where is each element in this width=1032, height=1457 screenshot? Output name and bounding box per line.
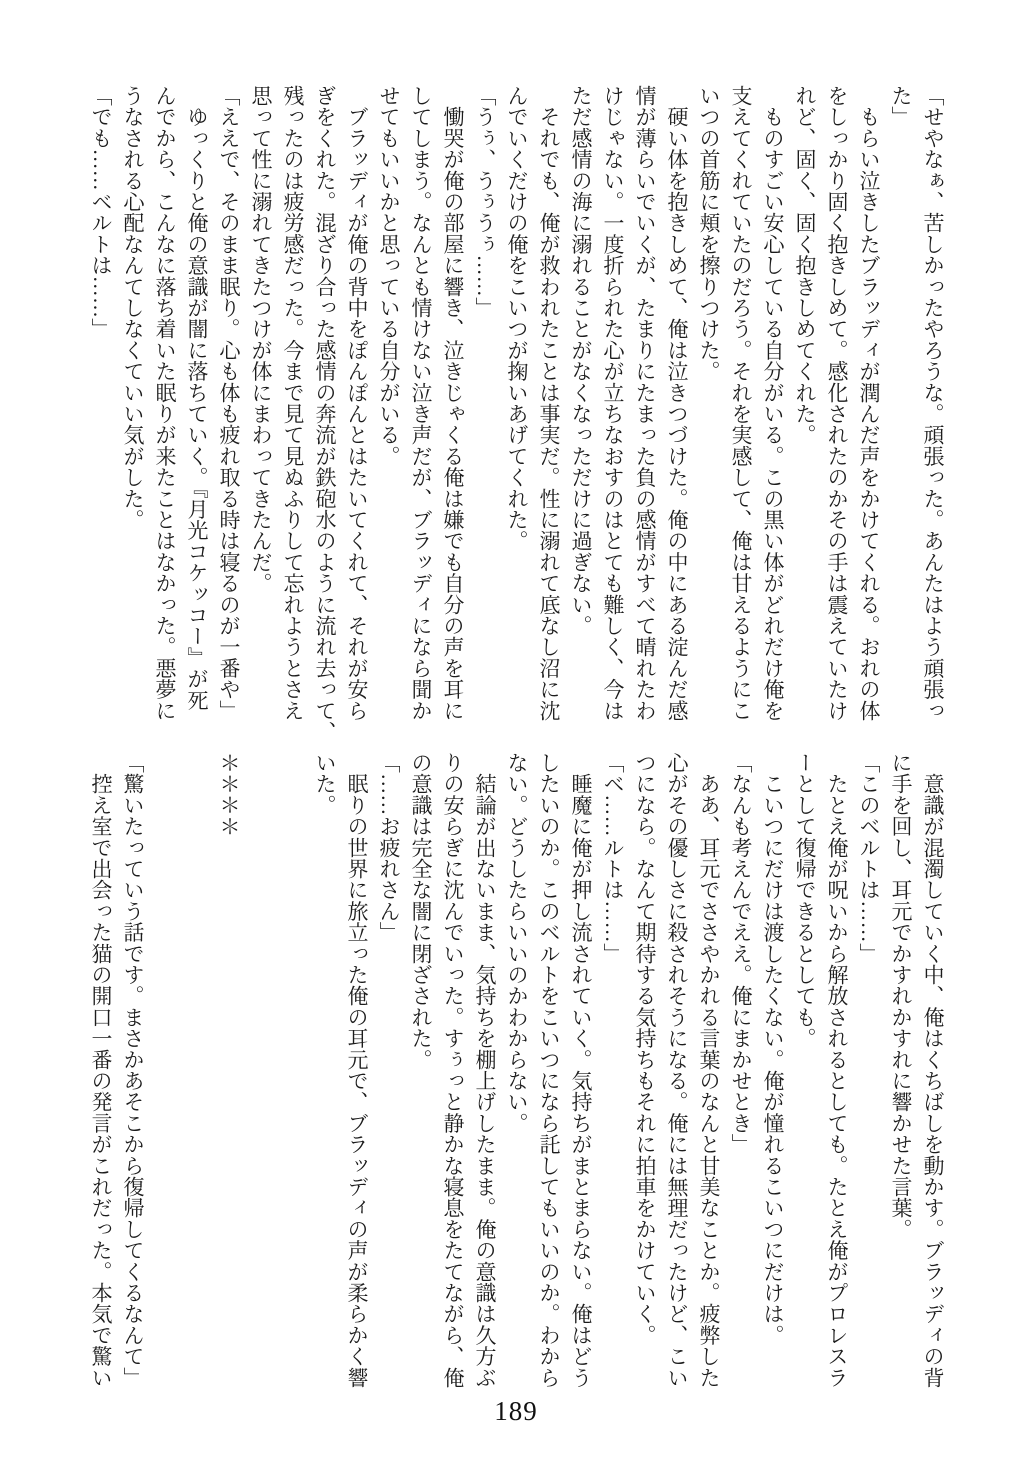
text-line: 「うぅ、うぅうぅ……」 [473,85,497,319]
text-line: つになら。なんて期待する気持ちもそれに拍車をかけていく。 [633,752,657,1346]
text-line: んでいくだけの俺をこいつが掬いあげてくれた。 [505,85,529,552]
text-line: 「このベルトは……」 [857,752,881,964]
text-line: をしっかり固く抱きしめて。感化されたのかその手は震えていたけ [825,85,849,721]
text-line: の意識は完全な闇に閉ざされた。 [409,752,433,1070]
text-line: に手を回し、耳元でかすれかすれに響かせた言葉。 [889,752,913,1240]
text-line: ただ感情の海に溺れることがなくなっただけに過ぎない。 [569,85,593,637]
text-line: 慟哭が俺の部屋に響き、泣きじゃくる俺は嫌でも自分の声を耳に [441,85,465,722]
text-line: 「ええで、そのまま眠り。心も体も疲れ取る時は寝るのが一番や」 [217,85,241,722]
text-line [277,752,309,1386]
text-line: ブラッディが俺の背中をぽんぽんとはたいてくれて、それが安ら [345,85,369,721]
text-line: 結論が出ないまま、気持ちを棚上げしたまま。俺の意識は久方ぶ [473,752,497,1388]
text-line: けじゃない。一度折られた心が立ちなおすのはとても難しく、今は [601,85,625,721]
text-line: りの安らぎに沈んでいった。すぅっと静かな寝息をたてながら、俺 [441,752,465,1388]
text-line: ーとして復帰できるとしても。 [793,752,817,1049]
text-line: ぎをくれた。混ざり合った感情の奔流が鉄砲水のように流れ去って、 [313,85,337,743]
text-line: したいのか。このベルトをこいつになら託してもいいのか。わから [537,752,561,1388]
text-line: ああ、耳元でささやかれる言葉のなんと甘美なことか。疲弊した [697,752,721,1388]
text-line: 残ったのは疲労感だった。今まで見て見ぬふりして忘れようとさえ [281,85,305,721]
text-line: 意識が混濁していく中、俺はくちばしを動かす。ブラッディの背 [921,752,945,1388]
text-line: せてもいいかと思っている自分がいる。 [377,85,401,467]
text-line [245,752,277,1386]
text-line: 情が薄らいでいくが、たまりにたまった負の感情がすべて晴れたわ [633,85,657,721]
text-line: 支えてくれていたのだろう。それを実感して、俺は甘えるようにこ [729,85,753,721]
text-line: 控え室で出会った猫の開口一番の発言がこれだった。本気で驚い [89,752,113,1388]
text-line: ものすごい安心している自分がいる。この黒い体がどれだけ俺を [761,85,785,721]
text-line: ない。どうしたらいいのかわからない。 [505,752,529,1134]
text-line [149,752,181,1386]
text-line: うなされる心配なんてしなくていい気がした。 [121,85,145,531]
text-line: 硬い体を抱きしめて、俺は泣きつづけた。俺の中にある淀んだ感 [665,85,689,721]
text-line: いつの首筋に頬を擦りつけた。 [697,85,721,382]
text-line: れど、固く、固く抱きしめてくれた。 [793,85,817,446]
text-line: 眠りの世界に旅立った俺の耳元で、ブラッディの声が柔らかく響 [345,752,369,1388]
text-line: たとえ俺が呪いから解放されるとしても。たとえ俺がプロレスラ [825,752,849,1388]
text-line: それでも、俺が救われたことは事実だ。性に溺れて底なし沼に沈 [537,85,561,721]
text-block-top [85,85,949,743]
text-line [181,752,213,1386]
page-number: 189 [494,1396,538,1426]
text-line: 「驚いたっていう話です。まさかあそこから復帰してくるなんて」 [121,752,145,1388]
text-line: 「なんも考えんでええ。俺にまかせとき」 [729,752,753,1155]
text-line: ゆっくりと俺の意識が闇に落ちていく。『月光コケッコー』が死 [185,85,209,711]
text-line: 「ベ……ルトは……」 [601,752,625,964]
text-line: た」 [889,85,913,128]
text-line: 「でも……ベルトは……」 [89,85,113,340]
text-line: こいつにだけは渡したくない。俺が憧れるこいつにだけは。 [761,752,785,1346]
text-line: 思って性に溺れてきたつけが体にまわってきたんだ。 [249,85,273,594]
text-line: してしまう。なんとも情けない泣き声だが、ブラッディになら聞か [409,85,433,721]
text-block-bottom [85,752,949,1386]
text-line: 心がその優しさに殺されそうになる。俺には無理だったけど、こい [665,752,689,1388]
text-line: いた。 [313,752,337,816]
text-line: もらい泣きしたブラッディが潤んだ声をかけてくれる。おれの体 [857,85,881,721]
text-line: んでから、こんなに落ち着いた眠りが来たことはなかった。悪夢に [153,85,177,721]
text-line: 睡魔に俺が押し流されていく。気持ちがまとまらない。俺はどう [569,752,593,1388]
text-line: 「せやなぁ、苦しかったやろうな。頑張った。あんたはよう頑張っ [921,85,945,721]
text-line: ＊＊＊＊ [217,752,241,837]
text-line: 「……お疲れさん」 [377,752,401,943]
